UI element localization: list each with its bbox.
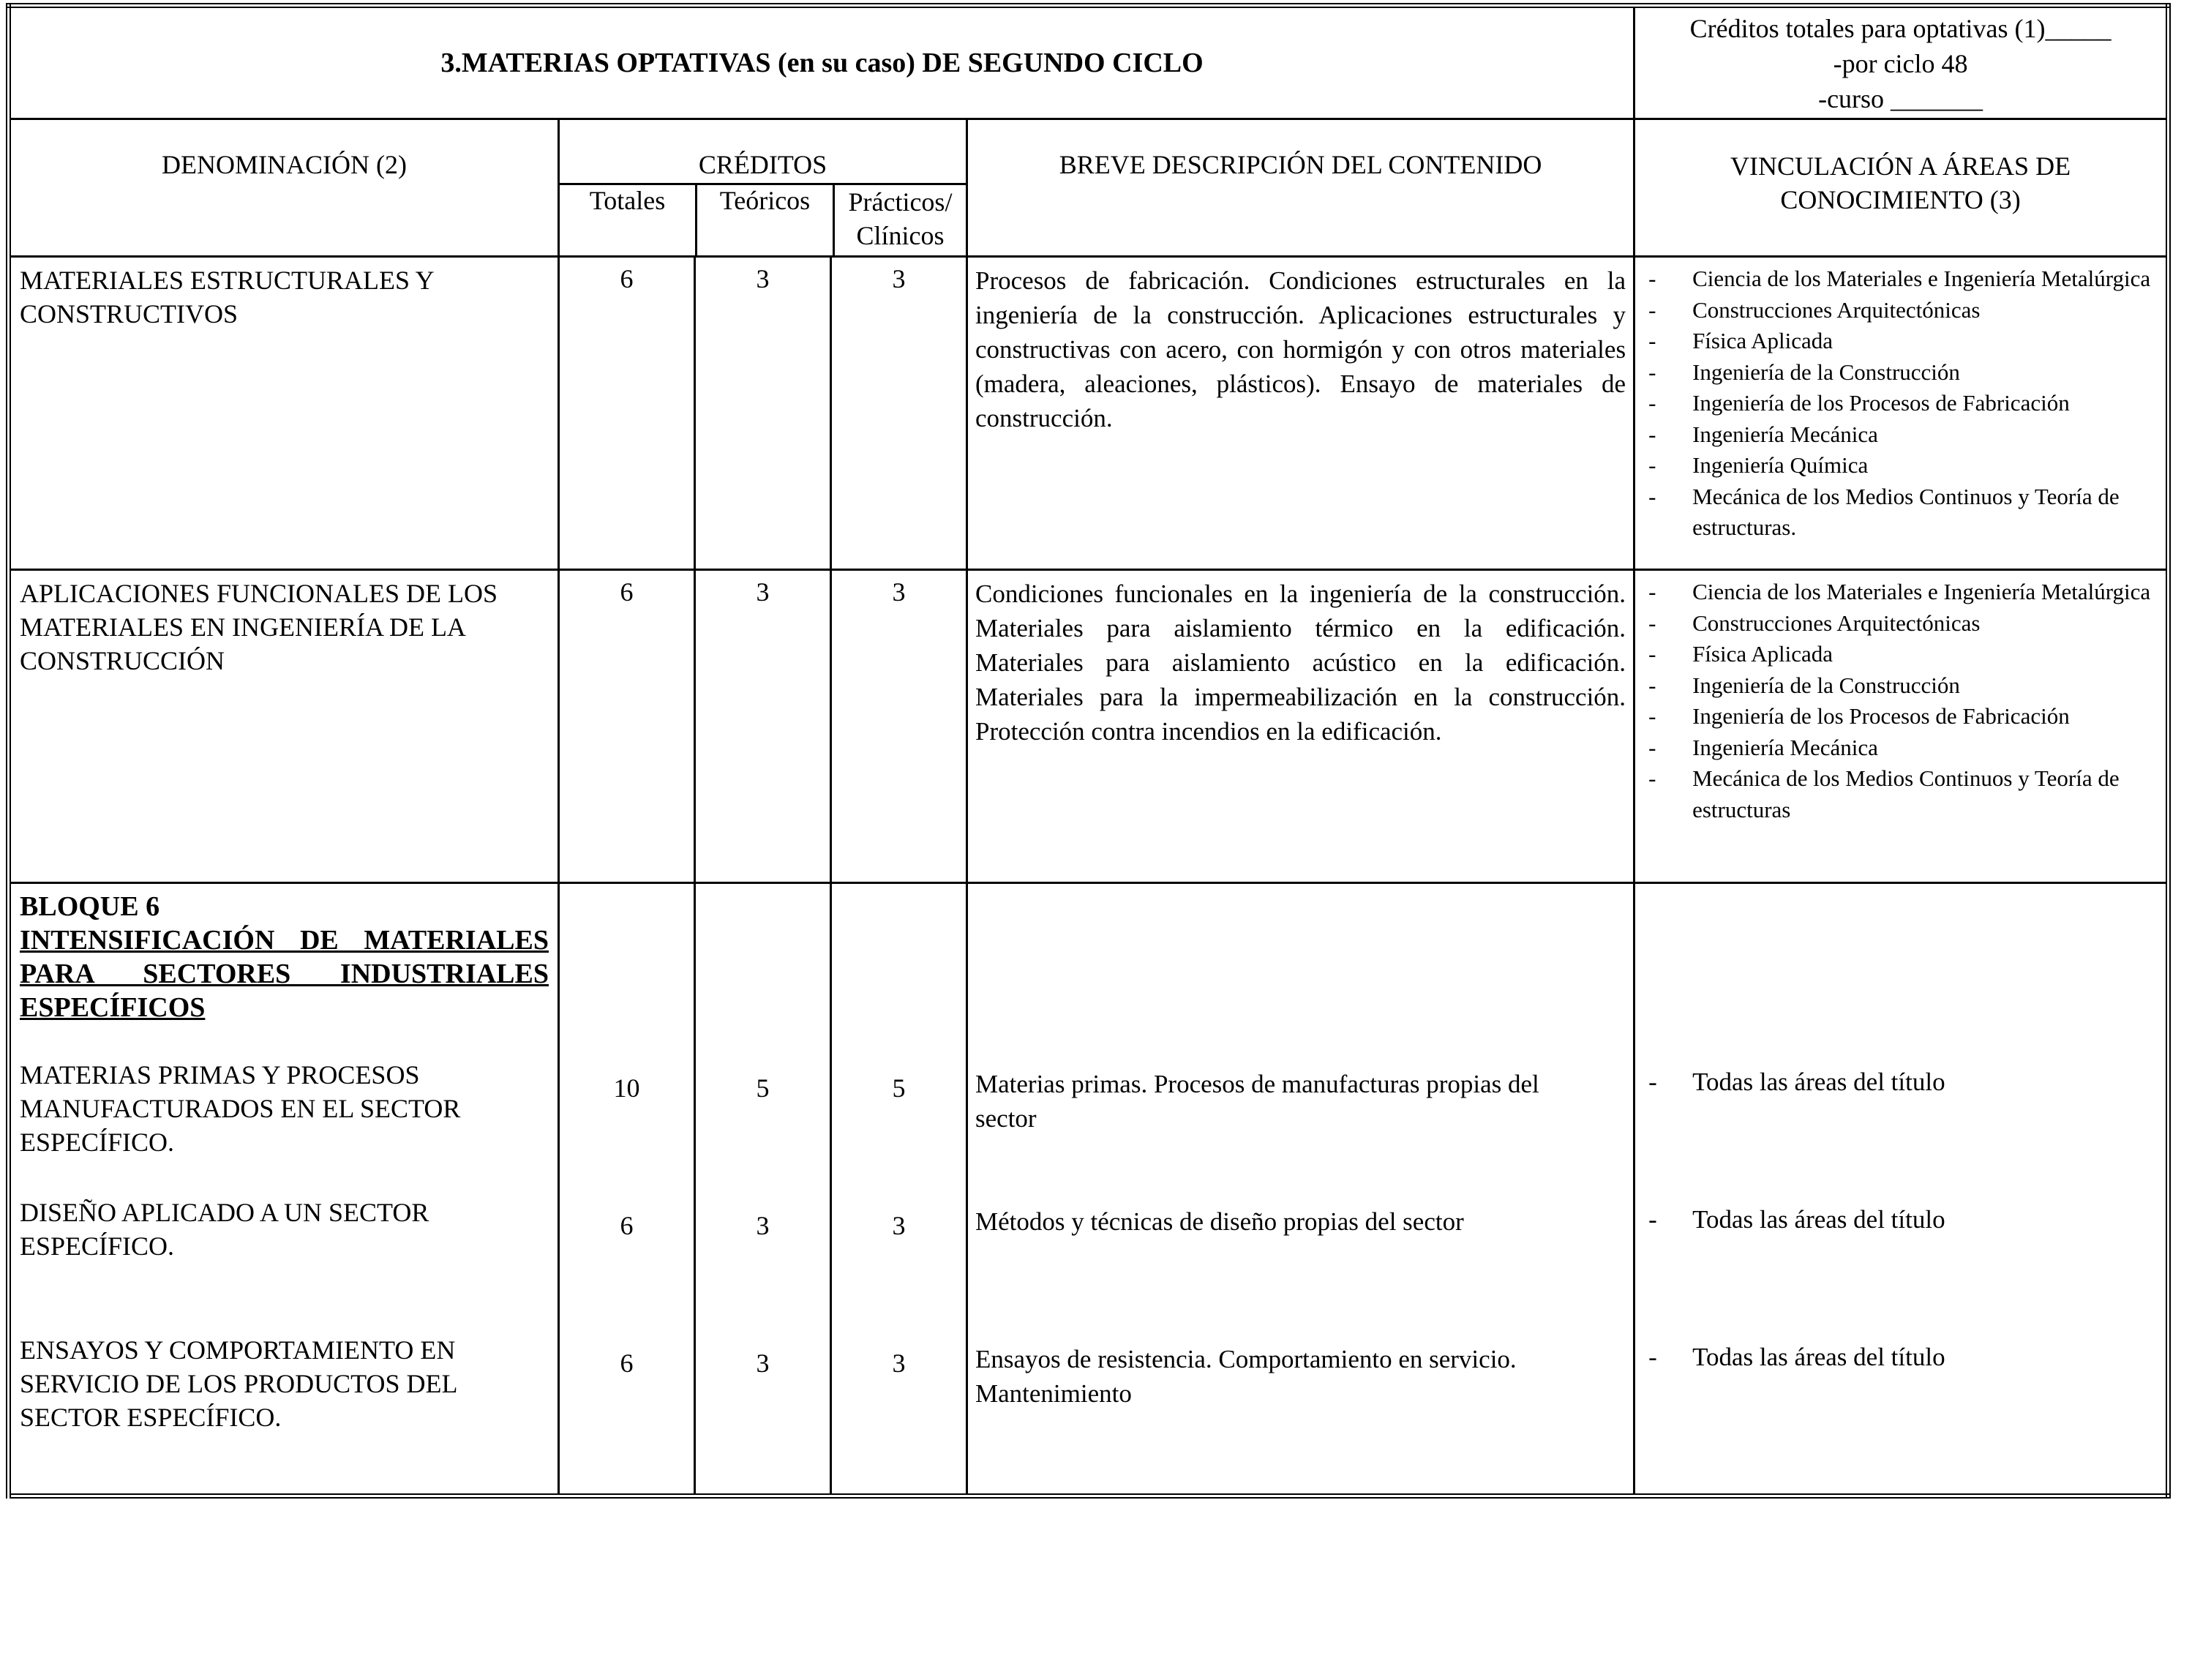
bloque-areas-cell [1634, 883, 2169, 1496]
title-row [9, 6, 2169, 119]
area-item: - Ingeniería Mecánica [1648, 734, 1878, 760]
row-practicos: 3 [831, 257, 967, 570]
col-teoricos: Teóricos [697, 185, 835, 255]
area-item: - Ingeniería de la Construcción [1648, 672, 1960, 698]
col-creditos-label: CRÉDITOS [698, 150, 827, 179]
bloque-description-cell [967, 883, 1634, 1496]
bloque-title: INTENSIFICACIÓN DE MATERIALES PARA SECTORES INDUSTRIALES ESPECÍFICOS [20, 925, 549, 1023]
bloque-item-description: Métodos y técnicas de diseño propias del sector [975, 1207, 1464, 1236]
col-descripcion: BREVE DESCRIPCIÓN DEL CONTENIDO [967, 119, 1634, 257]
col-creditos [559, 119, 967, 257]
page-title: 3.MATERIAS OPTATIVAS (en su caso) DE SEGUNDO CICLO [9, 6, 1634, 119]
row-totales: 6 [559, 257, 695, 570]
bloque-item-practicos: 5 [892, 1073, 906, 1103]
row-areas [1634, 570, 2169, 883]
area-item: - Física Aplicada [1648, 328, 1833, 353]
bloque-item-totales: 10 [613, 1073, 640, 1103]
area-item: - Todas las áreas del título [1648, 1343, 1945, 1371]
credits-line-1: Créditos totales para optativas (1)_____ [1689, 14, 2112, 43]
area-item: - Construcciones Arquitectónicas [1648, 610, 1981, 636]
area-item: - Ingeniería de los Procesos de Fabricación [1648, 703, 2070, 729]
bloque-practicos-cell [831, 883, 967, 1496]
bloque-teoricos-cell [695, 883, 831, 1496]
bloque-name-cell [9, 883, 559, 1496]
row-name: MATERIALES ESTRUCTURALES Y CONSTRUCTIVOS [9, 257, 559, 570]
row-name: APLICACIONES FUNCIONALES DE LOS MATERIALES EN INGENIERÍA DE LA CONSTRUCCIÓN [9, 570, 559, 883]
area-item: - Física Aplicada [1648, 641, 1833, 667]
bloque-item-practicos: 3 [892, 1349, 906, 1378]
credits-line-3: -curso _______ [1818, 84, 1983, 113]
row-description: Condiciones funcionales en la ingeniería de la construcción. Materiales para aislamiento térmico en la edificación. Materiales para aislamiento acústico en la edificación. Materiales para la impermeabilización en la construcción. Protección contra incendios en la edificación. [967, 570, 1634, 883]
area-item: - Ciencia de los Materiales e Ingeniería Metalúrgica [1648, 579, 2151, 604]
optativas-table [6, 3, 2171, 1499]
column-header-row [9, 119, 2169, 257]
bloque-item-description: Materias primas. Procesos de manufacturas propias del sector [975, 1070, 1539, 1133]
row-areas [1634, 257, 2169, 570]
bloque-item-name: DISEÑO APLICADO A UN SECTOR ESPECÍFICO. [20, 1198, 429, 1261]
bloque-item-teoricos: 3 [756, 1349, 770, 1378]
col-denominacion: DENOMINACIÓN (2) [9, 119, 559, 257]
row-teoricos: 3 [695, 570, 831, 883]
bloque-item-description: Ensayos de resistencia. Comportamiento en servicio. Mantenimiento [975, 1345, 1517, 1408]
bloque-item-totales: 6 [620, 1349, 634, 1378]
area-item: - Mecánica de los Medios Continuos y Teoría de estructuras [1648, 765, 2120, 822]
bloque-item-name: ENSAYOS Y COMPORTAMIENTO EN SERVICIO DE LOS PRODUCTOS DEL SECTOR ESPECÍFICO. [20, 1335, 457, 1432]
area-item: - Ingeniería Química [1648, 452, 1869, 478]
bloque-item-teoricos: 5 [756, 1073, 770, 1103]
area-item: - Todas las áreas del título [1648, 1068, 1945, 1096]
table-row [9, 257, 2169, 570]
bloque-item-name: MATERIAS PRIMAS Y PROCESOS MANUFACTURADOS EN EL SECTOR ESPECÍFICO. [20, 1060, 461, 1157]
row-practicos: 3 [831, 570, 967, 883]
row-teoricos: 3 [695, 257, 831, 570]
area-item: - Construcciones Arquitectónicas [1648, 296, 1981, 323]
col-totales: Totales [560, 185, 697, 255]
table-row [9, 570, 2169, 883]
bloque-label: BLOQUE 6 [20, 891, 160, 922]
credits-line-2: -por ciclo 48 [1833, 49, 1968, 78]
area-item: - Mecánica de los Medios Continuos y Teoría de estructuras. [1648, 483, 2120, 540]
row-description: Procesos de fabricación. Condiciones estructurales en la ingeniería de la construcción. Aplicaciones estructurales y constructivas con acero, con hormigón y con otros materiales (madera, aleaciones, plásticos). Ensayo de materiales de construcción. [967, 257, 1634, 570]
bloque-row [9, 883, 2169, 1496]
bloque-totales-cell [559, 883, 695, 1496]
area-item: - Todas las áreas del título [1648, 1205, 1945, 1234]
area-item: - Ingeniería de la Construcción [1648, 359, 1960, 385]
area-item: - Ciencia de los Materiales e Ingeniería Metalúrgica [1648, 266, 2151, 291]
document-page [6, 3, 2166, 1499]
area-item: - Ingeniería de los Procesos de Fabricación [1648, 390, 2070, 416]
credits-total-box [1634, 6, 2169, 119]
credits-subheaders [560, 183, 966, 255]
row-totales: 6 [559, 570, 695, 883]
col-practicos: Prácticos/ Clínicos [848, 187, 953, 250]
bloque-item-practicos: 3 [892, 1211, 906, 1240]
bloque-item-teoricos: 3 [756, 1211, 770, 1240]
bloque-item-totales: 6 [620, 1211, 634, 1240]
area-item: - Ingeniería Mecánica [1648, 421, 1878, 447]
col-vinculacion: VINCULACIÓN A ÁREAS DE CONOCIMIENTO (3) [1634, 119, 2169, 257]
